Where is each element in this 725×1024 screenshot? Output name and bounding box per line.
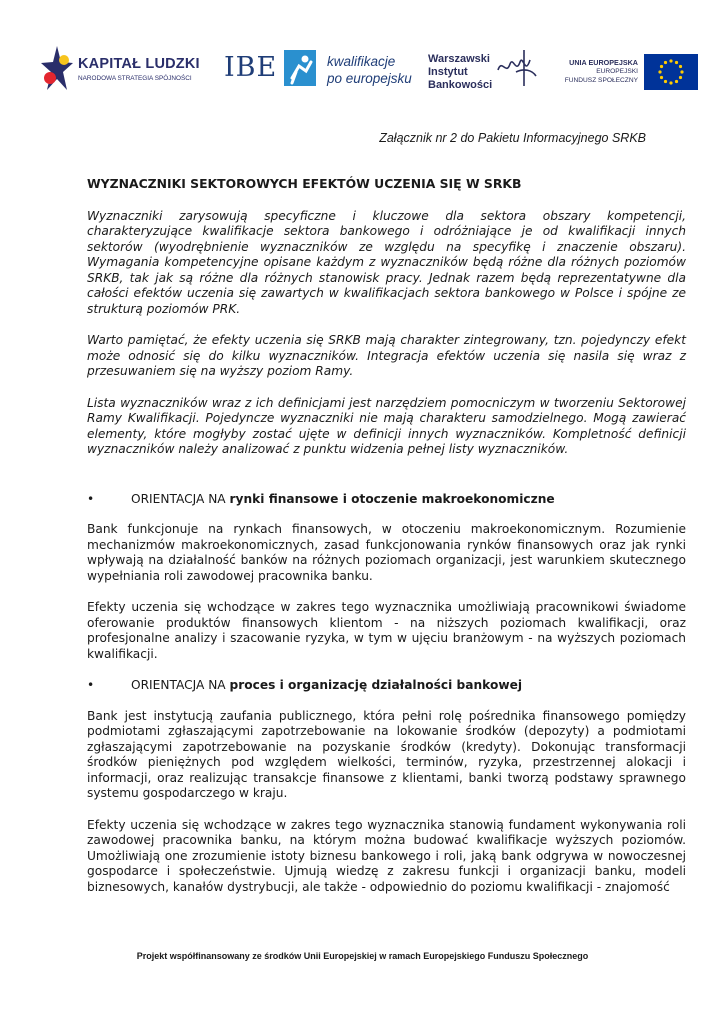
ibe-logo: [224, 40, 414, 100]
intro-section: [87, 209, 686, 458]
section-prefix: ORIENTACJA NA: [131, 678, 226, 692]
section-title: rynki finansowe i otoczenie makroekonomiczne: [229, 491, 555, 506]
kapital-ludzki-title: KAPITAŁ LUDZKI: [78, 56, 200, 72]
eu-line-1: UNIA EUROPEJSKA: [569, 58, 638, 67]
intro-paragraph: Warto pamiętać, że efekty uczenia się SRKB mają charakter zintegrowany, tzn. pojedynczy efekt może odnosić się do kilku wyznaczników. Integracja efektów uczenia się nasila się wraz z przesuwaniem się na wyższy poziom Ramy.: [87, 333, 686, 378]
header-logos: [38, 40, 698, 100]
wib-line-3: Bankowości: [428, 79, 493, 91]
wib-logo: [428, 40, 538, 100]
footer-note: Projekt współfinansowany ze środków Unii Europejskiej w ramach Europejskiego Funduszu Społecznego: [136, 951, 589, 961]
bullet-icon: •: [87, 678, 95, 692]
kapital-ludzki-star-icon: [40, 44, 74, 92]
document-body: [87, 176, 686, 911]
bullet-icon: •: [87, 491, 95, 506]
wib-line-1: Warszawski: [428, 53, 490, 65]
wib-line-2: Instytut: [428, 66, 468, 78]
section-body-process: [87, 709, 686, 896]
annex-note: Załącznik nr 2 do Pakietu Informacyjnego SRKB: [379, 131, 646, 145]
section-prefix: ORIENTACJA NA: [131, 491, 226, 506]
eu-line-3: FUNDUSZ SPOŁECZNY: [564, 77, 638, 84]
eu-logo: [566, 40, 698, 100]
intro-paragraph: Lista wyznaczników wraz z ich definicjami jest narzędziem pomocniczym w tworzeniu Sektorowej Ramy Kwalifikacji. Pojedyncze wyznaczniki nie mają charakteru samodzielnego. Mogą zawierać elementy, które mogłyby zostać ujęte w definicji innych wyznaczników. Kompletność definicji wyznaczników należy analizować z punktu widzenia pełnej listy wyznaczników.: [87, 395, 686, 456]
body-paragraph: Bank jest instytucją zaufania publicznego, która pełni rolę pośrednika finansowego pomiędzy podmiotami zgłaszającymi zapotrzebowanie na lokowanie środków (depozyty) a podmiotami zgłaszającymi zapotrzebowanie na pozyskanie środków (kredyty). Dokonując transformacji środków pieniężnych pod względem wielkości, terminów, ryzyka, przestrzennej alokacji i informacji, oraz realizując transakcje finansowe z klientami, banki tworzą podstawy sprawnego systemu gospodarczego w kraju.: [87, 708, 686, 800]
wib-signature-icon: [494, 46, 538, 92]
section-body-markets: [87, 522, 686, 662]
ibe-tagline-2: po europejsku: [327, 71, 412, 86]
body-paragraph: Efekty uczenia się wchodzące w zakres tego wyznacznika umożliwiają pracownikowi świadome oferowanie produktów finansowych klientom - na niższych poziomach kwalifikacji, oraz profesjonalne analizy i szacowanie ryzyka, w tym w ujęciu branżowym - na wyższych poziomach kwalifikacji.: [87, 600, 686, 661]
ibe-figure-icon: [284, 50, 316, 86]
ibe-tagline-1: kwalifikacje: [327, 54, 396, 69]
kapital-ludzki-subtitle: NARODOWA STRATEGIA SPÓJNOŚCI: [78, 75, 192, 82]
body-paragraph: Efekty uczenia się wchodzące w zakres tego wyznacznika stanowią fundament wykonywania roli zawodowej pracownika banku, na którym można budować kwalifikacje wyższych poziomów. Umożliwiają one zrozumienie istoty biznesu bankowego i roli, jaką bank odgrywa w nowoczesnej gospodarce i społeczeństwie. Ujmują wiedzę z zakresu funkcji i organizacji banku, modeli biznesowych, kanałów dystrybucji, ale także - odpowiednio do poziomu kwalifikacji - znajomość: [87, 817, 686, 894]
eu-flag-icon: [644, 54, 698, 90]
section-title: proces i organizację działalności bankowej: [229, 678, 523, 692]
ibe-name: IBE: [224, 52, 278, 83]
body-paragraph: Bank funkcjonuje na rynkach finansowych, w otoczeniu makroekonomicznym. Rozumienie mechanizmów makroekonomicznych, zasad funkcjonowania rynków finansowych oraz jak rynki wpływają na działalność banków na różnych poziomach organizacji, jest warunkiem skutecznego wypełniania roli zawodowej pracownika banku.: [87, 522, 686, 583]
kapital-ludzki-logo: [38, 40, 208, 100]
intro-paragraph: Wyznaczniki zarysowują specyficzne i kluczowe dla sektora obszary kompetencji, charakteryzujące kwalifikacje sektora bankowego i odróżniające je od kwalifikacji innych sektorów (wyodrębnienie wyznaczników ze względu na specyfikę i znaczenie obszaru). Wymagania kompetencyjne opisane każdym z wyznaczników będą różne dla różnych poziomów SRKB, tak jak są różne dla różnych stanowisk pracy. Jednak razem będą reprezentatywne dla całości efektów uczenia się zawartych w kwalifikacjach sektora bankowego w Polsce i spójne ze strukturą poziomów PRK.: [87, 208, 686, 316]
section-heading-markets: [87, 492, 686, 508]
section-heading-process: [87, 678, 686, 694]
eu-line-2: EUROPEJSKI: [596, 68, 638, 75]
document-title: WYZNACZNIKI SEKTOROWYCH EFEKTÓW UCZENIA SIĘ W SRKB: [87, 176, 522, 191]
